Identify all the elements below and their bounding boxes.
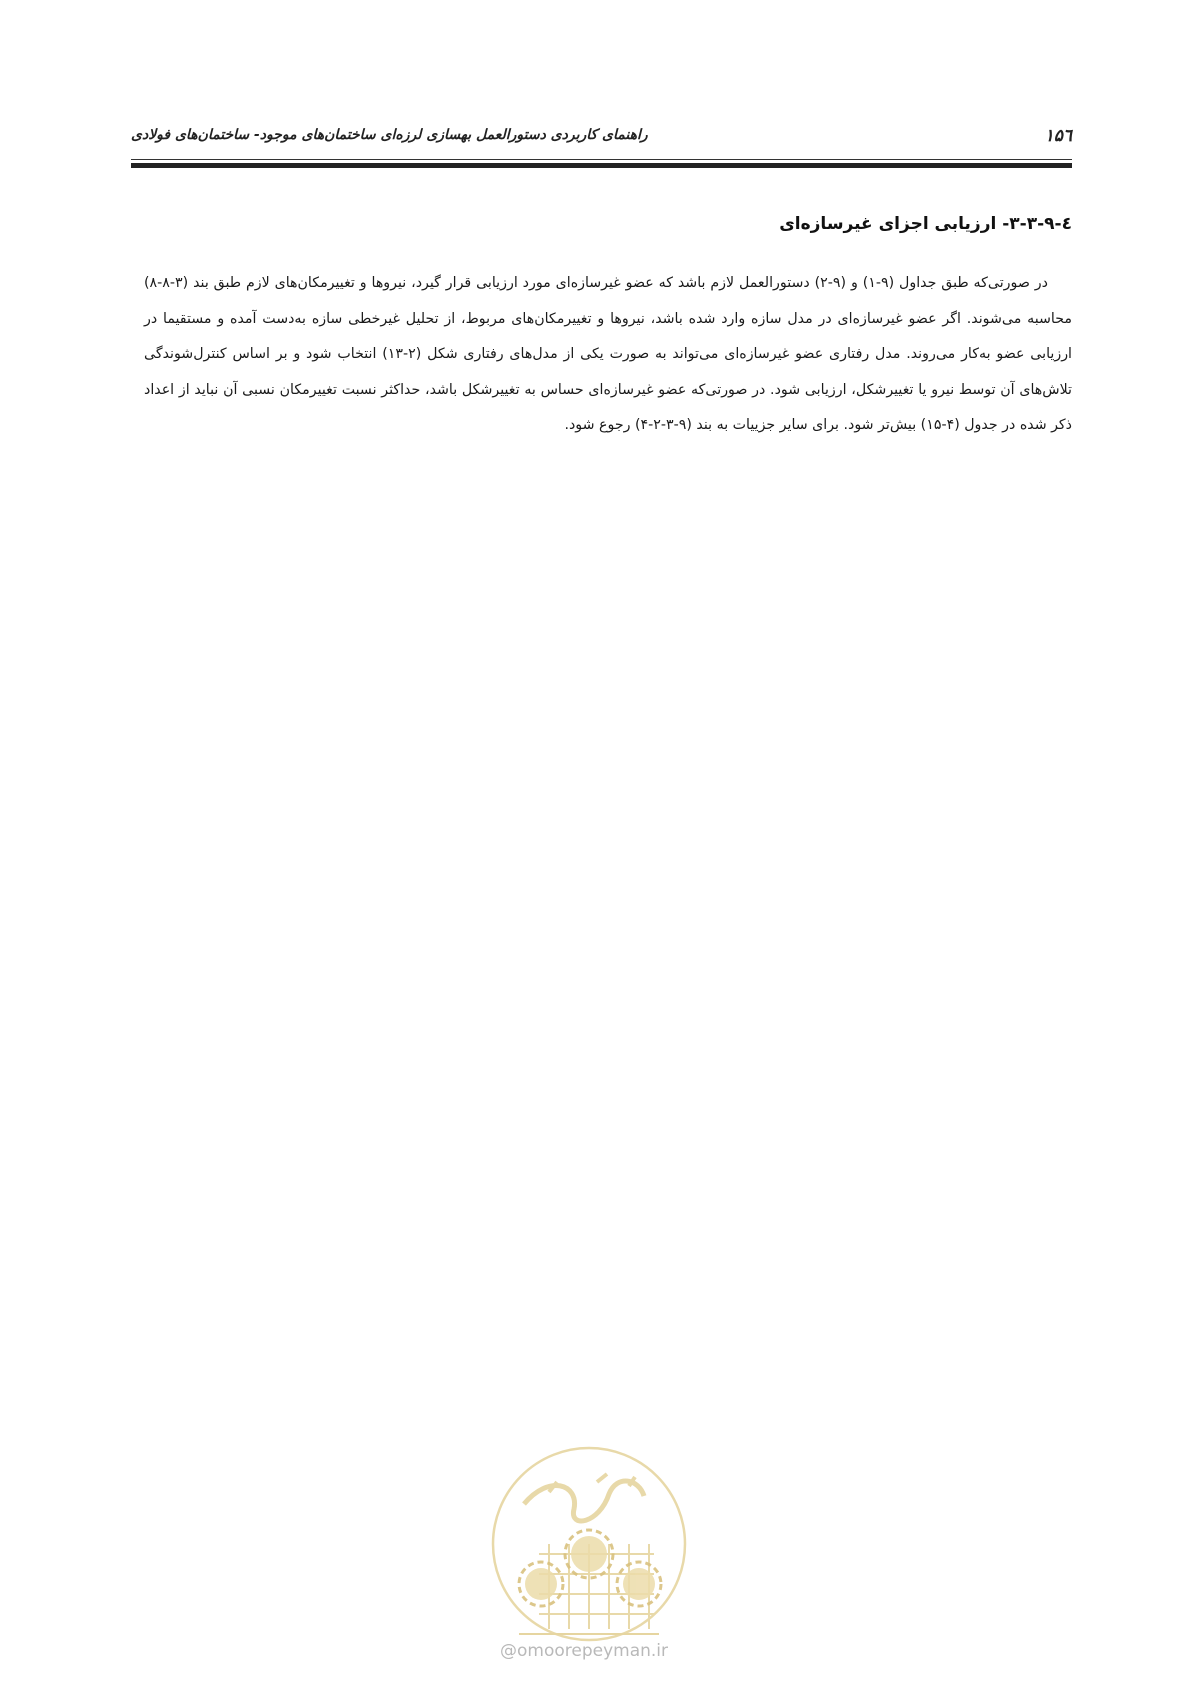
page-header [131,126,1072,154]
header-rule-thin [131,159,1072,160]
body-paragraph: در صورتی‌که طبق جداول (۹-۱) و (۹-۲) دستورالعمل لازم باشد که عضو غیرسازه‌ای مورد ارزیابی قرار گیرد، نیروها و تغییرمکان‌های لازم طبق بند (۳-۸-۸) محاسبه می‌شوند. اگر عضو غیرسازه‌ای در مدل سازه وارد شده باشد، نیروها و تغییرمکان‌های مربوط، از تحلیل غیرخطی سازه به‌دست آمده و مستقیما در ارزیابی عضو به‌کار می‌روند. مدل رفتاری عضو غیرسازه‌ای می‌تواند به صورت یکی از مدل‌های رفتاری شکل (۲-۱۳) انتخاب شود و بر اساس کنترل‌شوندگی تلاش‌های آن توسط نیرو یا تغییرشکل، ارزیابی شود. در صورتی‌که عضو غیرسازه‌ای حساس به تغییرشکل باشد، حداکثر نسبت تغییرمکان نسبی آن نباید از اعداد ذکر شده در جدول (۴-۱۵) بیش‌تر شود. برای سایر جزییات به بند (۹-۳-۲-۴) رجوع شود. [144,275,1072,433]
body-text [144,266,1072,444]
section-heading: ٤-۳-۳-۹- ارزیابی اجزای غیرسازه‌ای [779,214,1072,234]
page-number: ۱۵٦ [1044,126,1072,146]
header-rule-thick [131,163,1072,168]
watermark-url: @omoorepeyman.ir [499,1641,669,1661]
running-title: راهنمای کاربردی دستورالعمل بهسازی لرزه‌ای ساختمان‌های موجود- ساختمان‌های فولادی [131,127,648,143]
